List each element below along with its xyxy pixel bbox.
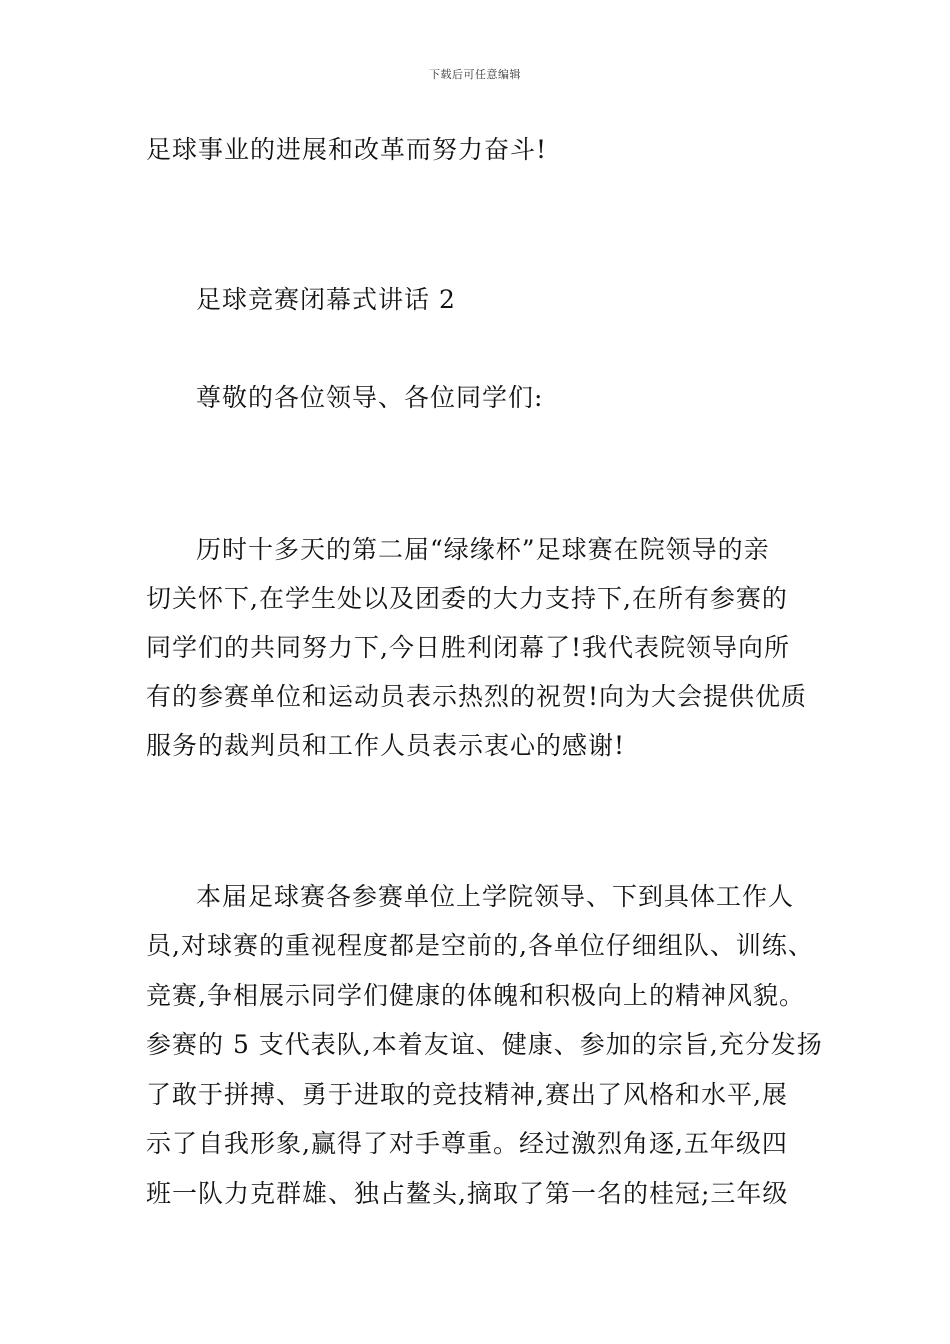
paragraph2-line: 竞赛,争相展示同学们健康的体魄和积极向上的精神风貌。 — [146, 981, 805, 1010]
paragraph2-line: 参赛的 5 支代表队,本着友谊、健康、参加的宗旨,充分发扬 — [146, 1030, 823, 1059]
greeting: 尊敬的各位领导、各位同学们: — [196, 383, 544, 412]
continuation-line: 足球事业的进展和改革而努力奋斗! — [146, 135, 548, 164]
paragraph2-line: 示了自我形象,赢得了对手尊重。经过激烈角逐,五年级四 — [146, 1129, 788, 1158]
speech-title: 足球竞赛闭幕式讲话 2 — [196, 285, 456, 314]
paragraph1-line: 有的参赛单位和运动员表示热烈的祝贺!向为大会提供优质 — [146, 682, 808, 711]
paragraph1-line: 切关怀下,在学生处以及团委的大力支持下,在所有参赛的 — [146, 584, 788, 613]
paragraph2-line: 本届足球赛各参赛单位上学院领导、下到具体工作人 — [196, 882, 795, 911]
paragraph1-line: 服务的裁判员和工作人员表示衷心的感谢! — [146, 731, 626, 760]
paragraph1-line: 历时十多天的第二届“绿缘杯”足球赛在院领导的亲 — [196, 535, 770, 564]
paragraph2-line: 员,对球赛的重视程度都是空前的,各单位仔细组队、训练、 — [146, 931, 814, 960]
paragraph2-line: 了敢于拼搏、勇于进取的竞技精神,赛出了风格和水平,展 — [146, 1080, 788, 1109]
paragraph2-line: 班一队力克群雄、独占鳌头,摘取了第一名的桂冠;三年级 — [146, 1179, 789, 1208]
page-header: 下载后可任意编辑 — [429, 68, 521, 81]
paragraph1-line: 同学们的共同努力下,今日胜利闭幕了!我代表院领导向所 — [146, 633, 790, 662]
